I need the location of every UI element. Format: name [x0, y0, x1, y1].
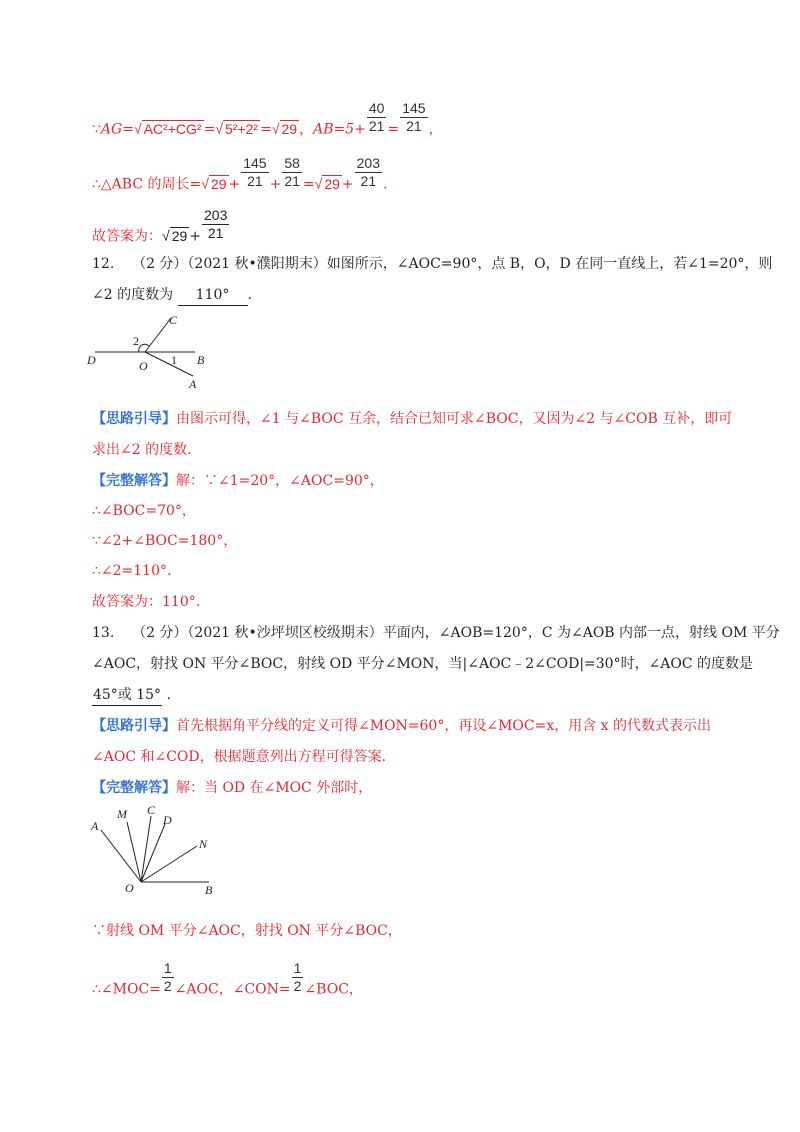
label-b: B: [197, 353, 205, 367]
solution-tag: 【完整解答】: [92, 780, 176, 796]
q13-stem-line1: 13. （2 分）（2021 秋•沙坪坝区校级期末）平面内，∠AOB=120°，C 为∠AOB 内部一点，射线 OM 平分: [92, 625, 780, 641]
label-m: M: [117, 807, 127, 821]
label-c: C: [169, 313, 178, 327]
answer-blank: 110°: [178, 285, 248, 306]
label-d: D: [163, 813, 172, 827]
fraction-1-2: $\frac{1}{2}$: [163, 960, 172, 994]
label-d: D: [87, 353, 96, 367]
fraction-203-21: $\frac{203}{21}$: [356, 155, 380, 189]
ray-od: [141, 824, 165, 882]
q12-final-answer: 故答案为：110°.: [92, 594, 201, 610]
q12-solution-line4: ∴∠2=110°.: [92, 563, 172, 579]
question-number: 13.: [92, 625, 115, 641]
q12-hint-line1: 【思路引导】由图示可得，∠1 与∠BOC 互余，结合已知可求∠BOC，又因为∠2 与∠COB 互补，即可: [92, 411, 733, 427]
ray-on: [141, 846, 197, 882]
fraction-1-2: $\frac{1}{2}$: [293, 960, 302, 994]
q13-hint-line1: 【思路引导】首先根据角平分线的定义可得∠MON=60°，再设∠MOC=x，用含 x 的代数式表示出: [92, 718, 712, 734]
q11-ag-line: ∵AG=√ AC²+CG² =√ 5²+2² =√ 29 ，AB=5+ $\frac{40}{21}$ = $\frac{145}{21}$ ，: [92, 100, 443, 138]
sqrt-ac-cg: √ AC²+CG²: [133, 120, 202, 137]
label-o: O: [139, 359, 148, 373]
q12-stem-line1: 12. （2 分）（2021 秋•濮阳期末）如图所示，∠AOC=90°，点 B，O，D 在同一直线上，若∠1=20°，则: [92, 256, 773, 272]
angle-figure-q12: [85, 308, 215, 390]
ray-oc: [145, 318, 171, 352]
q11-perimeter-line: ∴△ABC 的周长=√ 29 + $\frac{145}{21}$ + $\frac{58}{21}$ =√ 29 + $\frac{203}{21}$ .: [92, 155, 388, 193]
sqrt-29: √ 29: [271, 120, 298, 137]
sqrt-29: √ 29: [314, 175, 340, 192]
fraction-145-21: $\frac{145}{21}$: [402, 100, 426, 134]
fraction-58-21: $\frac{58}{21}$: [284, 155, 300, 189]
q13-stem-line2: ∠AOC，射找 ON 平分∠BOC，射线 OD 平分∠MON，当|∠AOC﹣2∠COD|=30°时，∠AOC 的度数是: [92, 656, 754, 672]
fraction-203-21: $\frac{203}{21}$: [204, 207, 228, 241]
ray-oa: [145, 352, 193, 376]
q13-half-line: ∴∠MOC= $\frac{1}{2}$ ∠AOC，∠CON= $\frac{1}{2}$ ∠BOC，: [92, 960, 363, 998]
hint-tag: 【思路引导】: [92, 718, 176, 734]
label-angle-1: 1: [171, 353, 177, 367]
sqrt-29: √ 29: [201, 175, 227, 192]
fraction-145-21: $\frac{145}{21}$: [243, 155, 267, 189]
sqrt-5-2: √ 5²+2²: [215, 120, 259, 137]
q12-solution-line1: 【完整解答】解：∵∠1=20°，∠AOC=90°，: [92, 473, 384, 489]
label-b: B: [205, 883, 213, 897]
label-n: N: [199, 837, 208, 851]
question-number: 12.: [92, 256, 115, 272]
because-symbol: ∵: [92, 121, 101, 138]
label-a: A: [189, 377, 197, 390]
angle-figure-q13: [85, 798, 225, 898]
ag-lhs: AG=: [100, 121, 134, 138]
fraction-40-21: $\frac{40}{21}$: [368, 100, 385, 134]
sqrt-29: √ 29: [162, 227, 188, 244]
q13-hint-line2: ∠AOC 和∠COD，根据题意列出方程可得答案.: [92, 749, 387, 765]
q12-solution-line3: ∵∠2+∠BOC=180°，: [92, 533, 238, 549]
ray-oc: [141, 816, 151, 882]
ab-expression: AB=5+: [313, 121, 366, 138]
label-angle-2: 2: [133, 334, 139, 348]
label-a: A: [91, 819, 99, 833]
q12-stem-line2: ∠2 的度数为 110° .: [92, 285, 252, 306]
q12-solution-line2: ∴∠BOC=70°，: [92, 503, 196, 519]
label-o: O: [125, 881, 134, 895]
solution-tag: 【完整解答】: [92, 473, 176, 489]
hint-tag: 【思路引导】: [92, 411, 176, 427]
q13-solution-line1: 【完整解答】解：当 OD 在∠MOC 外部时，: [92, 780, 373, 796]
label-c: C: [147, 803, 156, 817]
q13-bisect-line: ∵射线 OM 平分∠AOC，射找 ON 平分∠BOC，: [92, 923, 402, 939]
q11-answer-line: 故答案为：√ 29 + $\frac{203}{21}$: [92, 207, 228, 245]
answer-blank: 45°或 15°: [92, 685, 162, 706]
q12-hint-line2: 求出∠2 的度数.: [92, 442, 192, 458]
q13-answer-line: 45°或 15° .: [92, 685, 171, 706]
